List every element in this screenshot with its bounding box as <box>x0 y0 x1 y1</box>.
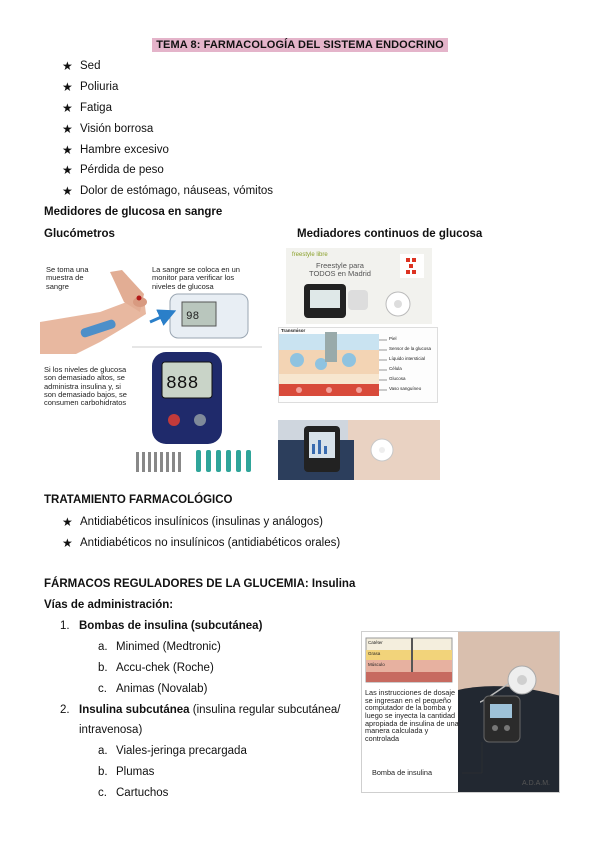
meter-display-text: 888 <box>166 374 199 394</box>
list-item <box>62 77 273 98</box>
list-item-text: Poliuria <box>80 81 119 94</box>
numbered-item-1 <box>60 620 262 632</box>
cgm-photo-image <box>278 420 440 480</box>
star-bullet-icon: ★ <box>62 59 73 74</box>
item-bold-text: Insulina subcutánea <box>79 704 190 716</box>
cgm-diagram-image <box>278 327 438 403</box>
symptom-list <box>62 56 273 202</box>
numbered-item-2 <box>60 704 340 716</box>
pump-layer-label: Músculo <box>368 662 385 667</box>
title-wrap <box>0 38 600 52</box>
list-item-text: Antidiabéticos no insulínicos (antidiabéticos orales) <box>80 537 341 550</box>
glucometer-label-2: La sangre se coloca en un monitor para verificar los niveles de glucosa <box>152 265 240 291</box>
sub-item <box>98 683 207 695</box>
list-item-text: Sed <box>80 60 101 73</box>
star-bullet-icon: ★ <box>62 100 73 115</box>
glucometer-label-3: Si los niveles de glucosa son demasiado altos, se administra insulina y, si son demasiado bajos, se consumen carbohidratos <box>44 365 127 407</box>
item-bold-text: Bombas de insulina (subcutánea) <box>79 620 263 632</box>
cgm-photo-illustration <box>278 420 440 480</box>
list-item <box>62 98 273 119</box>
sub-letter: a. <box>98 641 108 653</box>
cgm-diagram-label: Sensor de la glucosa <box>389 346 432 351</box>
svg-text:98: 98 <box>186 311 200 323</box>
insulin-pump-image <box>361 631 560 793</box>
list-item <box>62 56 273 77</box>
sub-item <box>98 787 168 799</box>
sub-item <box>98 745 247 757</box>
cgm-banner-text: Freestyle para TODOS en Madrid <box>309 261 371 279</box>
star-bullet-icon: ★ <box>62 184 73 199</box>
sub-text: Cartuchos <box>116 787 169 799</box>
star-bullet-icon: ★ <box>62 80 73 95</box>
star-bullet-icon: ★ <box>62 142 73 157</box>
tratamiento-list <box>62 512 340 554</box>
mediadores-heading: Mediadores continuos de glucosa <box>297 228 483 240</box>
sub-text: Accu-chek (Roche) <box>116 662 214 674</box>
cgm-banner-image <box>286 248 432 324</box>
sub-text: Animas (Novalab) <box>116 683 208 695</box>
sub-letter: a. <box>98 745 108 757</box>
sub-letter: c. <box>98 683 107 695</box>
list-item <box>62 512 340 533</box>
pump-caption: Las instrucciones de dosaje se ingresan en el pequeño computador de la bomba y luego se inyecta la cantidad apropiada de insulina de una manera calculada y controlada <box>365 688 459 743</box>
sub-letter: b. <box>98 662 108 674</box>
list-item <box>62 533 340 554</box>
cgm-banner-illustration <box>286 248 432 324</box>
sub-letter: c. <box>98 787 107 799</box>
star-bullet-icon: ★ <box>62 515 73 530</box>
sub-text: Minimed (Medtronic) <box>116 641 221 653</box>
sub-text: Viales-jeringa precargada <box>116 745 247 757</box>
cgm-diagram-label: Líquido intersticial <box>389 356 426 361</box>
glucometer-label-1: Se toma una muestra de sangre <box>46 265 89 291</box>
cgm-diagram-label: Vaso sanguíneo <box>389 386 422 391</box>
list-item-text: Visión borrosa <box>80 122 154 135</box>
sub-text: Plumas <box>116 766 155 778</box>
list-item-text: Fatiga <box>80 101 112 114</box>
list-item <box>62 160 273 181</box>
sub-item <box>98 641 221 653</box>
item-number: 2. <box>60 704 70 716</box>
vias-heading: Vías de administración: <box>44 599 174 611</box>
pump-label: Bomba de insulina <box>372 768 433 777</box>
medidores-heading: Medidores de glucosa en sangre <box>44 206 223 218</box>
tratamiento-heading: TRATAMIENTO FARMACOLÓGICO <box>44 494 233 506</box>
cgm-diagram-label: Célula <box>389 366 402 371</box>
pump-layer-label: Catéter <box>368 640 383 645</box>
sub-item <box>98 662 214 674</box>
item-rest-text: (insulina regular subcutánea/ <box>189 704 341 716</box>
sub-letter: b. <box>98 766 108 778</box>
cgm-diagram-label: Piel <box>389 336 397 341</box>
cgm-diagram-label: Glucosa <box>389 376 406 381</box>
list-item-text: Dolor de estómago, náuseas, vómitos <box>80 185 274 198</box>
list-item-text: Hambre excesivo <box>80 143 169 156</box>
page-title: TEMA 8: FARMACOLOGÍA DEL SISTEMA ENDOCRINO <box>152 38 448 52</box>
farmacos-heading: FÁRMACOS REGULADORES DE LA GLUCEMIA: Insulina <box>44 578 356 590</box>
star-bullet-icon: ★ <box>62 163 73 178</box>
numbered-item-2-line2: intravenosa) <box>79 724 143 736</box>
adam-brand-text: A.D.A.M. <box>522 780 551 787</box>
cgm-diagram-title: Transmisor <box>281 328 306 333</box>
pump-layer-label: Grasa <box>368 651 381 656</box>
star-bullet-icon: ★ <box>62 536 73 551</box>
glucometer-image <box>40 262 262 480</box>
item-number: 1. <box>60 620 70 632</box>
sub-item <box>98 766 154 778</box>
cgm-brand-text: freestyle libre <box>292 252 328 258</box>
list-item <box>62 139 273 160</box>
list-item-text: Pérdida de peso <box>80 164 164 177</box>
glucometros-heading: Glucómetros <box>44 228 115 240</box>
list-item <box>62 181 273 202</box>
list-item <box>62 118 273 139</box>
list-item-text: Antidiabéticos insulínicos (insulinas y análogos) <box>80 516 323 529</box>
star-bullet-icon: ★ <box>62 121 73 136</box>
